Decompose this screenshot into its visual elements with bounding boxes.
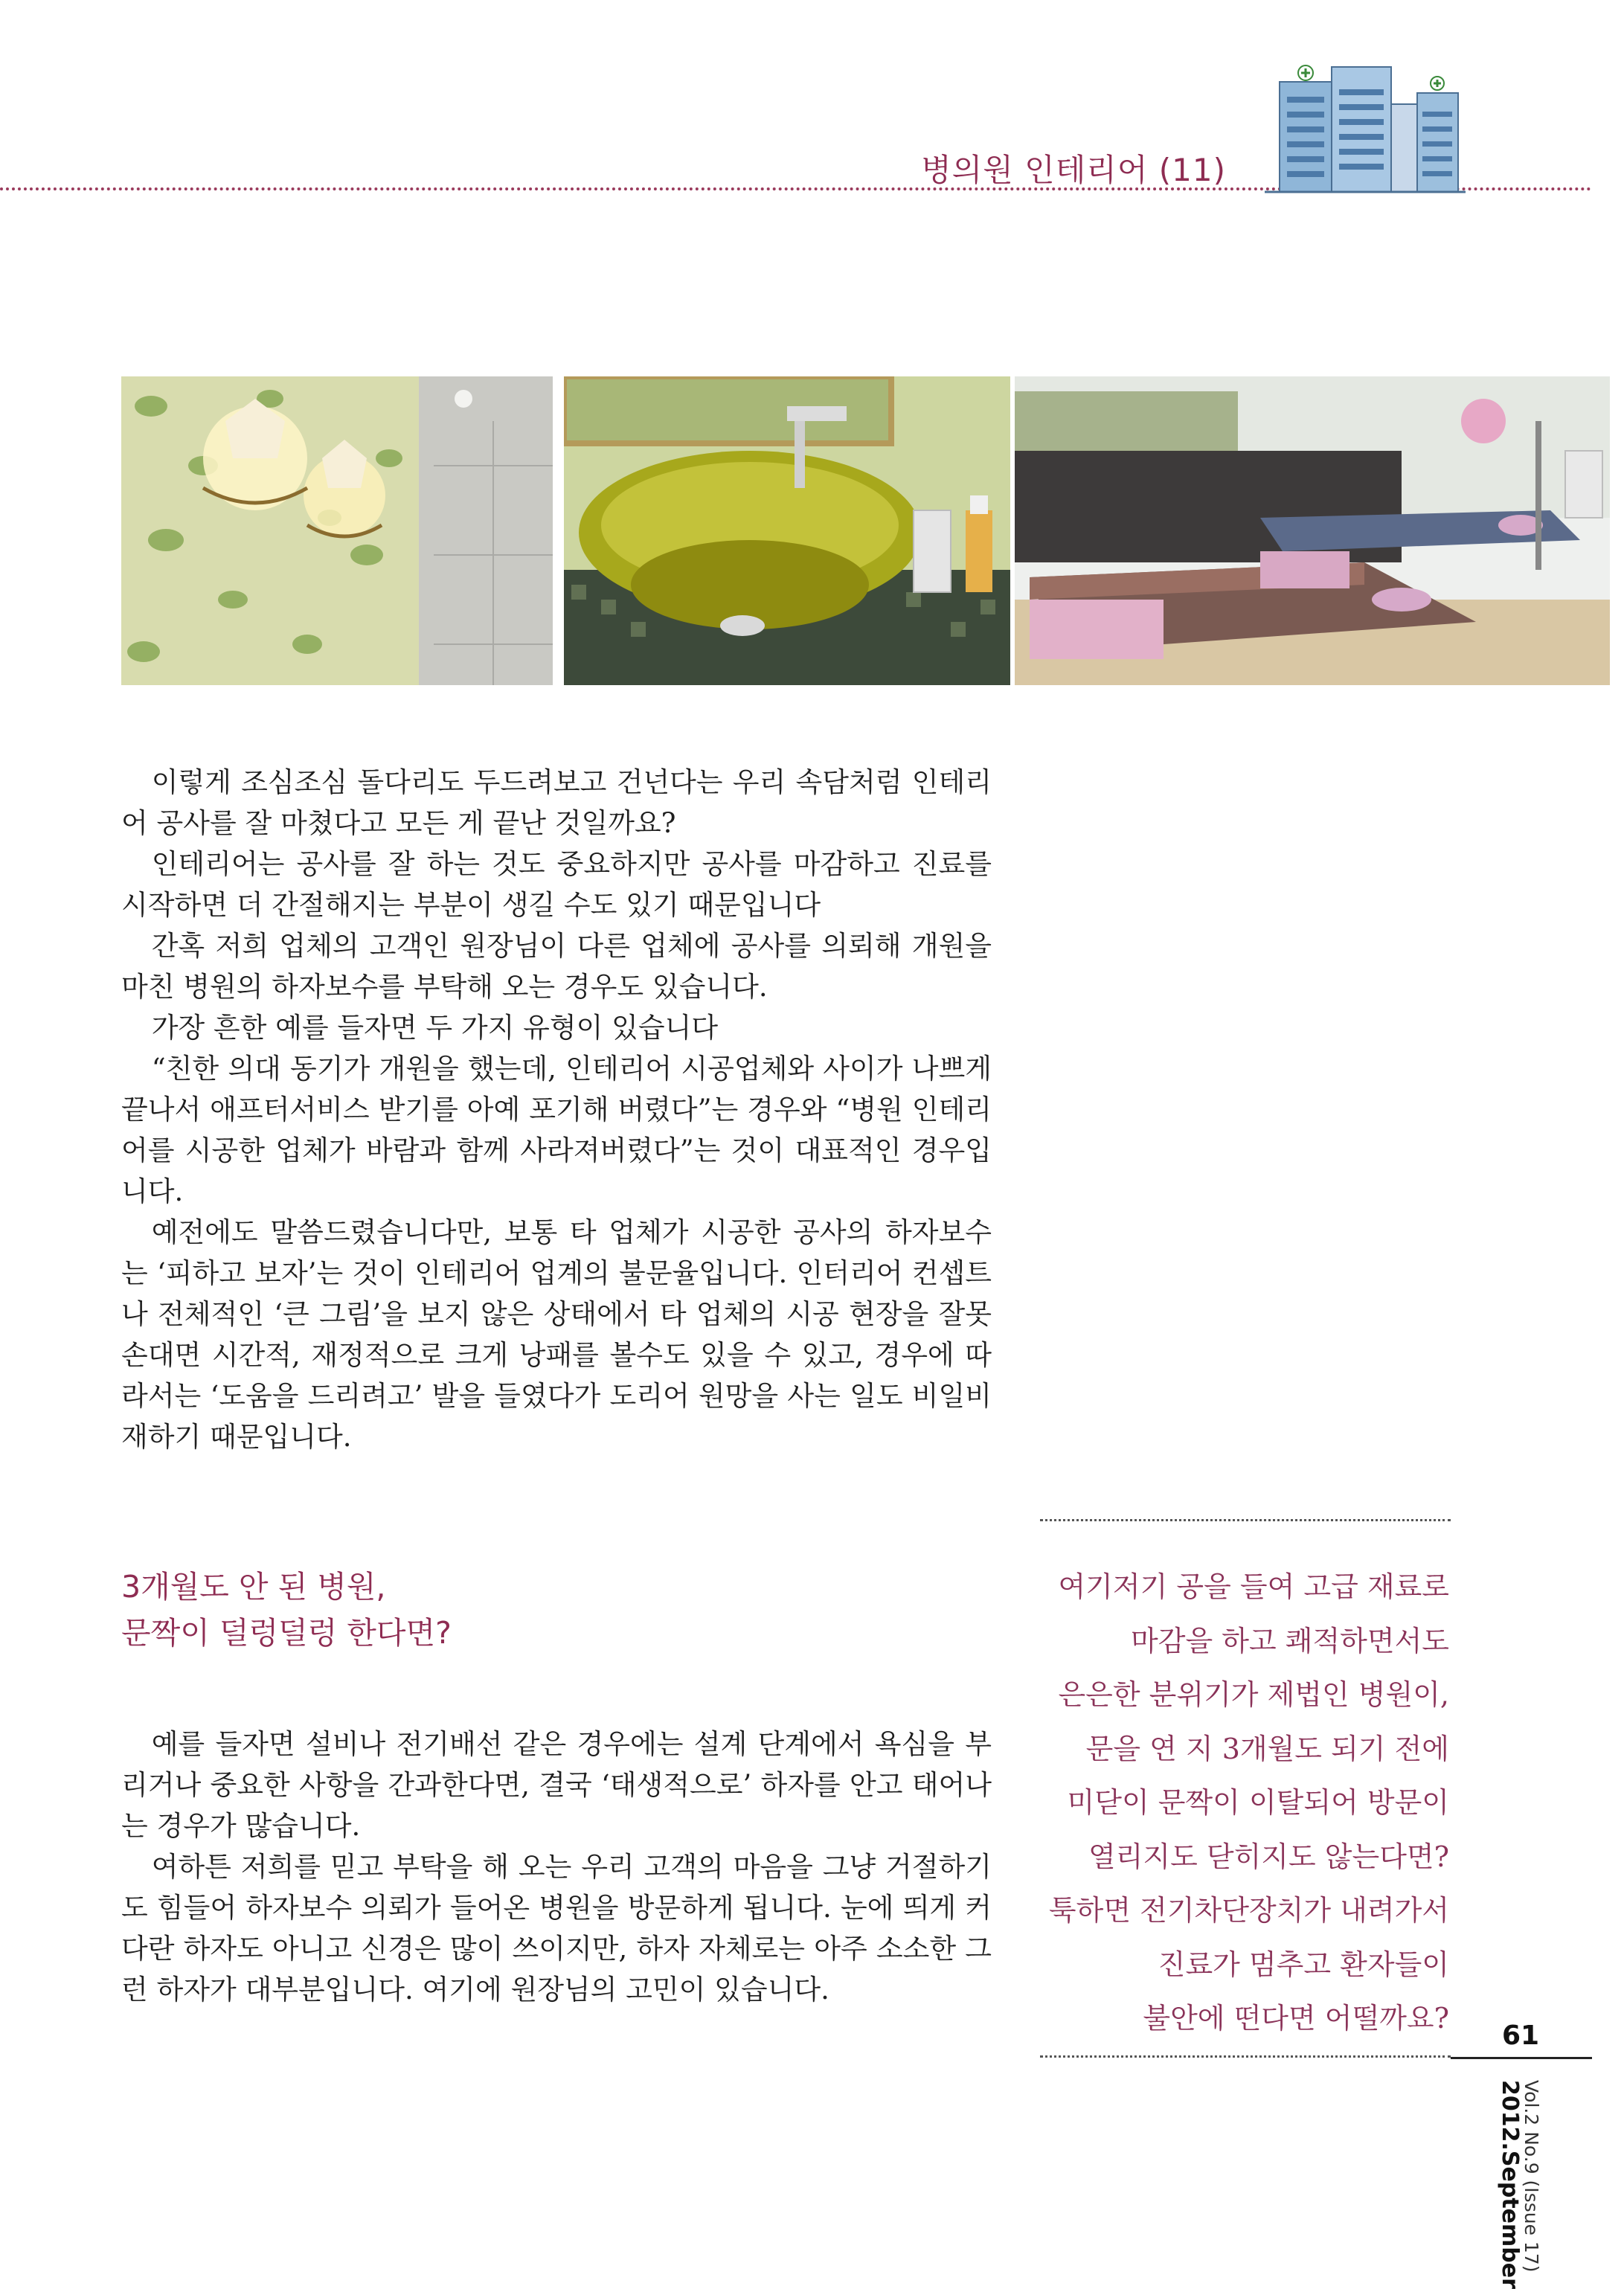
issue-date: 2012.September <box>1497 2080 1523 2289</box>
treatment-beds-room-photo <box>1015 376 1610 685</box>
issue-info <box>1495 2075 1599 2289</box>
issue-volume: Vol.2 No.9 (Issue 17) <box>1521 2080 1542 2273</box>
gold-vessel-sink-photo <box>564 376 1010 685</box>
subheading-line-1: 3개월도 안 된 병원, <box>121 1569 386 1605</box>
pull-quote-line: 미닫이 문짝이 이탈되어 방문이 <box>1067 1786 1449 1819</box>
pull-quote-line: 마감을 하고 쾌적하면서도 <box>1131 1624 1449 1657</box>
paragraph: 간혹 저희 업체의 고객인 원장님이 다른 업체에 공사를 의뢰해 개원을 마친 병원의 하자보수를 부탁해 오는 경우도 있습니다. <box>121 930 992 1003</box>
article-body-intro <box>121 762 992 1457</box>
wall-lamps-leaf-wallpaper-photo <box>121 376 553 685</box>
pull-quote-box <box>1040 1519 1451 2058</box>
paragraph: 예전에도 말씀드렸습니다만, 보통 타 업체가 시공한 공사의 하자보수는 ‘피하고 보자’는 것이 인테리어 업계의 불문율입니다. 인터리어 컨셉트나 전체적인 ‘큰 그림’을 보지 않은 상태에서 타 업체의 시공 현장을 잘못 손대면 시간적, 재정적으로 크게 낭패를 볼수도 있을 수 있고, 경우에 따라서는 ‘도움을 드리려고’ 발을 들였다가 도리어 원망을 사는 일도 비일비재하기 때문입니다. <box>121 1216 992 1453</box>
pull-quote-text <box>1033 1560 1449 2046</box>
page-number-divider <box>1451 2057 1592 2059</box>
pull-quote-line: 여기저기 공을 들여 고급 재료로 <box>1058 1570 1449 1603</box>
pull-quote-line: 툭하면 전기차단장치가 내려가서 <box>1048 1894 1449 1927</box>
page-number: 61 <box>1502 2020 1540 2051</box>
pull-quote-line: 문을 연 지 3개월도 되기 전에 <box>1085 1732 1449 1765</box>
pull-quote-line: 진료가 멈추고 환자들이 <box>1158 1948 1449 1981</box>
paragraph: 인테리어는 공사를 잘 하는 것도 중요하지만 공사를 마감하고 진료를 시작하면 더 간절해지는 부분이 생길 수도 있기 때문입니다 <box>121 848 992 921</box>
pull-quote-line: 은은한 분위기가 제법인 병원이, <box>1058 1678 1449 1711</box>
paragraph: 가장 흔한 예를 들자면 두 가지 유형이 있습니다 <box>151 1012 719 1044</box>
subheading-line-2: 문짝이 덜렁덜렁 한다면? <box>121 1615 452 1651</box>
section-title: 병의원 인테리어 (11) <box>921 152 1226 188</box>
pull-quote-line: 열리지도 닫히지도 않는다면? <box>1088 1840 1449 1873</box>
paragraph: “친한 의대 동기가 개원을 했는데, 인테리어 시공업체와 사이가 나쁘게 끝나서 애프터서비스 받기를 아예 포기해 버렸다”는 경우와 “병원 인테리어를 시공한 업체가 바람과 함께 사라져버렸다”는 것이 대표적인 경우입니다. <box>121 1053 992 1207</box>
paragraph: 예를 들자면 설비나 전기배선 같은 경우에는 설계 단계에서 욕심을 부리거나 중요한 사항을 간과한다면, 결국 ‘태생적으로’ 하자를 안고 태어나는 경우가 많습니다. <box>121 1728 992 1842</box>
pull-quote-line: 불안에 떤다면 어떨까요? <box>1143 2002 1449 2035</box>
article-body-continued <box>121 1724 992 2010</box>
paragraph: 이렇게 조심조심 돌다리도 두드려보고 건넌다는 우리 속담처럼 인테리어 공사를 잘 마쳤다고 모든 게 끝난 것일까요? <box>121 766 992 839</box>
section-subheading <box>121 1564 791 1656</box>
hospital-buildings-icon <box>1265 52 1466 193</box>
paragraph: 여하튼 저희를 믿고 부탁을 해 오는 우리 고객의 마음을 그냥 거절하기도 힘들어 하자보수 의뢰가 들어온 병원을 방문하게 됩니다. 눈에 띄게 커다란 하자도 아니고 신경은 많이 쓰이지만, 하자 자체로는 아주 소소한 그런 하자가 대부분입니다. 여기에 원장님의 고민이 있습니다. <box>121 1851 992 2006</box>
